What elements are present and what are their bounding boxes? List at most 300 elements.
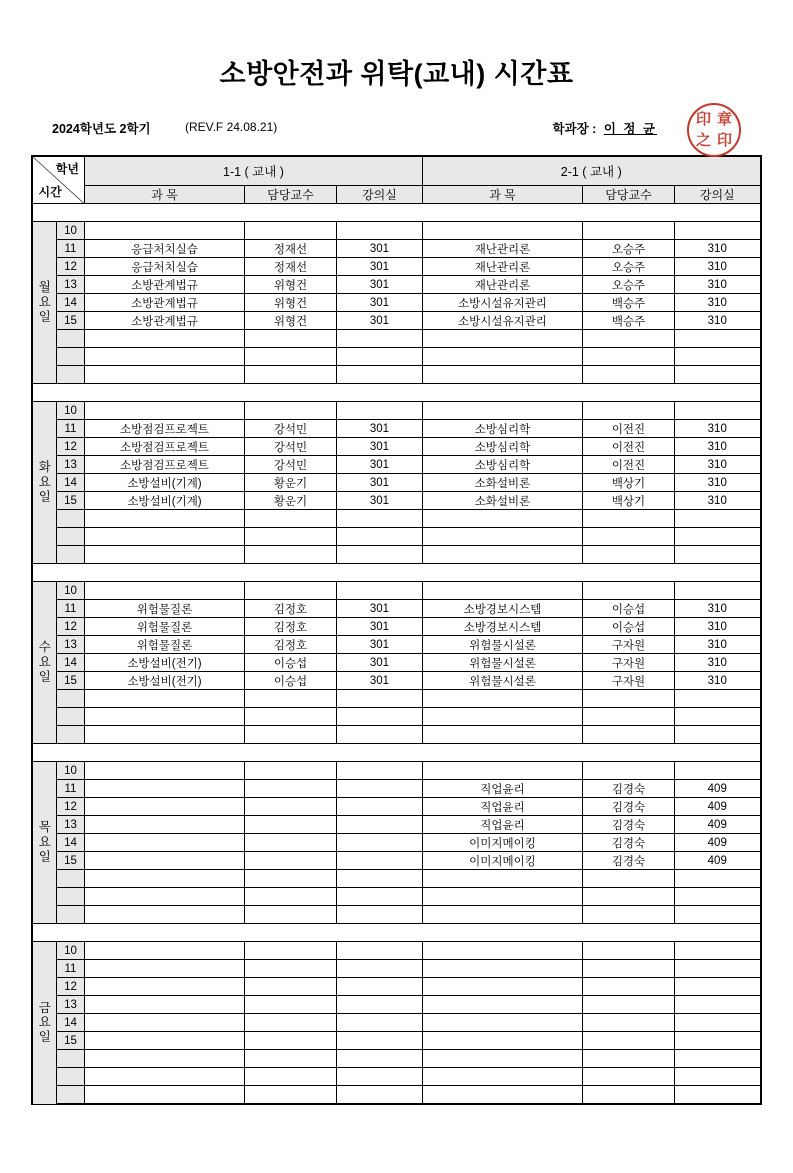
room-cell: [674, 1014, 760, 1032]
course-cell: [422, 546, 582, 564]
course-cell: [84, 402, 244, 420]
day-label-2: 화 요 일: [32, 402, 56, 564]
period-label: 12: [56, 438, 84, 456]
table-row: [32, 996, 760, 1014]
course-cell: [84, 330, 244, 348]
professor-cell: [582, 906, 674, 924]
course-cell: [84, 978, 244, 996]
day-label-3: 수 요 일: [32, 582, 56, 744]
day-label-1: 월 요 일: [32, 222, 56, 384]
professor-cell: [582, 1050, 674, 1068]
timetable: [31, 155, 761, 1105]
professor-cell: [244, 1050, 336, 1068]
room-cell: [674, 708, 760, 726]
period-label: 13: [56, 996, 84, 1014]
room-cell: [674, 510, 760, 528]
period-label: [56, 546, 84, 564]
course-cell: 위험물질론: [84, 600, 244, 618]
professor-cell: 황운기: [244, 492, 336, 510]
room-cell: 310: [674, 654, 760, 672]
room-cell: [336, 762, 422, 780]
period-label: 10: [56, 582, 84, 600]
seal-glyph-2: 章: [716, 110, 732, 128]
period-label: 11: [56, 600, 84, 618]
room-cell: [336, 708, 422, 726]
room-cell: [674, 870, 760, 888]
table-row: [32, 1014, 760, 1032]
room-cell: 310: [674, 600, 760, 618]
course-cell: [422, 222, 582, 240]
day-separator: [32, 564, 760, 582]
room-cell: 310: [674, 618, 760, 636]
course-cell: [422, 762, 582, 780]
room-cell: [674, 942, 760, 960]
room-cell: [336, 960, 422, 978]
room-cell: 310: [674, 294, 760, 312]
course-cell: 이미지메이킹: [422, 834, 582, 852]
course-cell: [84, 906, 244, 924]
course-cell: 소방설비(전기): [84, 672, 244, 690]
course-cell: [84, 510, 244, 528]
period-label: 12: [56, 978, 84, 996]
course-cell: [84, 762, 244, 780]
table-row: [32, 942, 760, 960]
room-cell: [336, 798, 422, 816]
table-row: [32, 1086, 760, 1105]
course-cell: 소방경보시스템: [422, 618, 582, 636]
period-label: 15: [56, 672, 84, 690]
professor-cell: [582, 546, 674, 564]
corner-label-time: 시간: [38, 185, 62, 199]
course-cell: [422, 1032, 582, 1050]
table-row: [32, 528, 760, 546]
course-cell: 응급처치실습: [84, 240, 244, 258]
room-cell: [336, 1086, 422, 1105]
professor-cell: 이전진: [582, 456, 674, 474]
professor-cell: [582, 1032, 674, 1050]
period-label: [56, 330, 84, 348]
room-cell: [674, 402, 760, 420]
course-cell: [84, 582, 244, 600]
professor-cell: [244, 870, 336, 888]
table-row: [32, 852, 760, 870]
group-header-1: 1-1 ( 교내 ): [84, 156, 422, 186]
period-label: 14: [56, 834, 84, 852]
room-cell: [674, 582, 760, 600]
course-cell: 소방관계법규: [84, 276, 244, 294]
professor-cell: 백상기: [582, 474, 674, 492]
table-row: [32, 546, 760, 564]
room-cell: [674, 1032, 760, 1050]
table-row: [32, 492, 760, 510]
term-label: 2024학년도 2학기: [52, 122, 151, 136]
professor-cell: [582, 222, 674, 240]
professor-cell: [582, 528, 674, 546]
table-row: [32, 600, 760, 618]
table-row: [32, 312, 760, 330]
course-cell: [84, 852, 244, 870]
table-row: [32, 888, 760, 906]
room-cell: [674, 1068, 760, 1086]
room-cell: 301: [336, 420, 422, 438]
course-cell: 소방관계법규: [84, 294, 244, 312]
professor-cell: [244, 960, 336, 978]
course-cell: 응급처치실습: [84, 258, 244, 276]
course-cell: [84, 222, 244, 240]
professor-cell: [244, 816, 336, 834]
professor-cell: 정재선: [244, 258, 336, 276]
course-cell: 소방설비(기계): [84, 492, 244, 510]
room-cell: [336, 582, 422, 600]
corner-label-year: 학년: [55, 162, 79, 176]
room-cell: [674, 996, 760, 1014]
room-cell: [674, 546, 760, 564]
course-cell: 위험물질론: [84, 636, 244, 654]
course-cell: 직업윤리: [422, 798, 582, 816]
professor-cell: 김경숙: [582, 852, 674, 870]
table-row: [32, 402, 760, 420]
period-label: [56, 1050, 84, 1068]
period-label: 11: [56, 240, 84, 258]
course-cell: [422, 726, 582, 744]
table-row: [32, 366, 760, 384]
period-label: 12: [56, 618, 84, 636]
day-separator: [32, 384, 760, 402]
course-cell: 소방설비(전기): [84, 654, 244, 672]
room-cell: [674, 1050, 760, 1068]
course-cell: [422, 708, 582, 726]
professor-cell: [244, 582, 336, 600]
table-row: [32, 456, 760, 474]
column-header-2-2: 담당교수: [582, 186, 674, 204]
course-cell: [84, 1014, 244, 1032]
table-row: [32, 726, 760, 744]
subheader-row: [0, 110, 793, 149]
professor-cell: 정재선: [244, 240, 336, 258]
period-label: 13: [56, 636, 84, 654]
professor-cell: [582, 762, 674, 780]
day-separator: [32, 204, 760, 222]
room-cell: [674, 888, 760, 906]
professor-cell: 김경숙: [582, 834, 674, 852]
course-cell: [84, 1032, 244, 1050]
course-cell: [84, 996, 244, 1014]
course-cell: [422, 942, 582, 960]
professor-cell: 이승섭: [582, 618, 674, 636]
period-label: 13: [56, 816, 84, 834]
professor-cell: [244, 222, 336, 240]
table-row: [32, 582, 760, 600]
room-cell: [336, 222, 422, 240]
course-cell: 재난관리론: [422, 240, 582, 258]
professor-cell: [582, 942, 674, 960]
room-cell: 301: [336, 240, 422, 258]
course-cell: 직업윤리: [422, 780, 582, 798]
period-label: [56, 708, 84, 726]
room-cell: 310: [674, 438, 760, 456]
professor-cell: [244, 1068, 336, 1086]
course-cell: 소방시설유지관리: [422, 312, 582, 330]
room-cell: [336, 1032, 422, 1050]
room-cell: 409: [674, 852, 760, 870]
table-row: [32, 438, 760, 456]
table-row: [32, 348, 760, 366]
period-label: 14: [56, 1014, 84, 1032]
course-cell: [422, 582, 582, 600]
room-cell: [674, 330, 760, 348]
day-label-5: 금 요 일: [32, 942, 56, 1105]
professor-cell: [244, 366, 336, 384]
table-row: [32, 240, 760, 258]
period-label: [56, 726, 84, 744]
period-label: 11: [56, 780, 84, 798]
course-cell: [422, 402, 582, 420]
course-cell: [84, 366, 244, 384]
professor-cell: [582, 348, 674, 366]
professor-cell: 오승주: [582, 240, 674, 258]
period-label: 10: [56, 762, 84, 780]
course-cell: [84, 708, 244, 726]
table-row: [32, 816, 760, 834]
room-cell: [674, 222, 760, 240]
course-cell: 소방심리학: [422, 438, 582, 456]
day-separator: [32, 744, 760, 762]
room-cell: [336, 402, 422, 420]
period-label: 15: [56, 852, 84, 870]
room-cell: [674, 1086, 760, 1105]
professor-cell: [582, 402, 674, 420]
period-label: [56, 366, 84, 384]
professor-cell: [244, 402, 336, 420]
table-row: [32, 690, 760, 708]
course-cell: [84, 726, 244, 744]
room-cell: [336, 510, 422, 528]
professor-cell: 이승섭: [582, 600, 674, 618]
professor-cell: [244, 690, 336, 708]
course-cell: [422, 1068, 582, 1086]
course-cell: 소방점검프로젝트: [84, 438, 244, 456]
room-cell: 301: [336, 294, 422, 312]
room-cell: 310: [674, 420, 760, 438]
room-cell: [674, 906, 760, 924]
period-label: 14: [56, 474, 84, 492]
table-row: [32, 978, 760, 996]
table-row: [32, 798, 760, 816]
room-cell: [336, 780, 422, 798]
revision-label: (REV.F 24.08.21): [185, 120, 278, 134]
room-cell: 409: [674, 816, 760, 834]
course-cell: [84, 528, 244, 546]
room-cell: [674, 978, 760, 996]
official-seal-icon: [687, 103, 741, 157]
course-cell: [84, 942, 244, 960]
course-cell: [84, 888, 244, 906]
professor-cell: [244, 708, 336, 726]
course-cell: [422, 1014, 582, 1032]
professor-cell: 김정호: [244, 618, 336, 636]
professor-cell: [582, 888, 674, 906]
course-cell: 소방심리학: [422, 420, 582, 438]
course-cell: [84, 1050, 244, 1068]
room-cell: 409: [674, 780, 760, 798]
room-cell: [674, 762, 760, 780]
professor-cell: [244, 798, 336, 816]
table-row: [32, 960, 760, 978]
professor-cell: 김경숙: [582, 816, 674, 834]
course-cell: 위험물시설론: [422, 672, 582, 690]
course-cell: [84, 780, 244, 798]
professor-cell: [582, 582, 674, 600]
period-label: 10: [56, 402, 84, 420]
department-head-label: 학과장 :: [552, 122, 597, 136]
room-cell: [336, 978, 422, 996]
professor-cell: [582, 870, 674, 888]
period-label: [56, 510, 84, 528]
room-cell: 310: [674, 258, 760, 276]
room-cell: 301: [336, 276, 422, 294]
professor-cell: 구자원: [582, 654, 674, 672]
room-cell: [674, 690, 760, 708]
professor-cell: [582, 1086, 674, 1105]
professor-cell: 구자원: [582, 636, 674, 654]
period-label: [56, 870, 84, 888]
period-label: [56, 348, 84, 366]
period-label: 15: [56, 312, 84, 330]
table-row: [32, 636, 760, 654]
room-cell: [674, 366, 760, 384]
room-cell: [336, 1014, 422, 1032]
course-cell: 소방점검프로젝트: [84, 420, 244, 438]
professor-cell: [244, 978, 336, 996]
professor-cell: [582, 690, 674, 708]
professor-cell: 구자원: [582, 672, 674, 690]
column-header-1-3: 강의실: [336, 186, 422, 204]
course-cell: [422, 348, 582, 366]
room-cell: [336, 726, 422, 744]
room-cell: [674, 528, 760, 546]
professor-cell: [582, 330, 674, 348]
course-cell: 소방심리학: [422, 456, 582, 474]
column-header-1-2: 담당교수: [244, 186, 336, 204]
table-row: [32, 870, 760, 888]
professor-cell: [244, 546, 336, 564]
period-label: 13: [56, 456, 84, 474]
room-cell: 301: [336, 654, 422, 672]
room-cell: 409: [674, 798, 760, 816]
professor-cell: 김정호: [244, 636, 336, 654]
period-label: 14: [56, 654, 84, 672]
page-title: 소방안전과 위탁(교내) 시간표: [219, 59, 574, 89]
table-row: [32, 1050, 760, 1068]
course-cell: 소화설비론: [422, 492, 582, 510]
course-cell: [422, 366, 582, 384]
course-cell: 위험물시설론: [422, 636, 582, 654]
course-cell: 위험물질론: [84, 618, 244, 636]
table-row: [32, 420, 760, 438]
course-cell: 소방경보시스템: [422, 600, 582, 618]
professor-cell: [244, 1032, 336, 1050]
course-cell: 재난관리론: [422, 258, 582, 276]
table-row: [32, 762, 760, 780]
timetable-page: [0, 52, 793, 1173]
room-cell: [674, 348, 760, 366]
room-cell: [674, 960, 760, 978]
professor-cell: 이승섭: [244, 672, 336, 690]
column-header-1-1: 과 목: [84, 186, 244, 204]
period-label: 12: [56, 258, 84, 276]
period-label: 15: [56, 492, 84, 510]
professor-cell: 위형건: [244, 294, 336, 312]
seal-glyph-1: 印: [695, 110, 711, 128]
professor-cell: [244, 888, 336, 906]
room-cell: [336, 870, 422, 888]
professor-cell: 백승주: [582, 312, 674, 330]
course-cell: [422, 330, 582, 348]
professor-cell: 위형건: [244, 312, 336, 330]
professor-cell: [244, 834, 336, 852]
table-row: [32, 672, 760, 690]
course-cell: [84, 816, 244, 834]
period-label: [56, 888, 84, 906]
professor-cell: [582, 978, 674, 996]
room-cell: [336, 834, 422, 852]
course-cell: 재난관리론: [422, 276, 582, 294]
room-cell: 409: [674, 834, 760, 852]
professor-cell: 황운기: [244, 474, 336, 492]
course-cell: [84, 1086, 244, 1105]
professor-cell: 이승섭: [244, 654, 336, 672]
table-row: [32, 780, 760, 798]
professor-cell: [582, 510, 674, 528]
professor-cell: [244, 528, 336, 546]
table-row: [32, 618, 760, 636]
course-cell: [422, 960, 582, 978]
room-cell: 301: [336, 672, 422, 690]
table-row: [32, 474, 760, 492]
professor-cell: [244, 348, 336, 366]
course-cell: [422, 996, 582, 1014]
room-cell: [336, 690, 422, 708]
course-cell: 소방설비(기계): [84, 474, 244, 492]
room-cell: 301: [336, 492, 422, 510]
table-row: [32, 510, 760, 528]
professor-cell: 이전진: [582, 438, 674, 456]
period-label: 12: [56, 798, 84, 816]
table-row: [32, 276, 760, 294]
period-label: 11: [56, 420, 84, 438]
course-cell: 소방점검프로젝트: [84, 456, 244, 474]
professor-cell: [582, 960, 674, 978]
period-label: [56, 906, 84, 924]
professor-cell: 백상기: [582, 492, 674, 510]
room-cell: 310: [674, 492, 760, 510]
professor-cell: [244, 942, 336, 960]
room-cell: [674, 726, 760, 744]
room-cell: 310: [674, 474, 760, 492]
professor-cell: [244, 1086, 336, 1105]
room-cell: 310: [674, 636, 760, 654]
room-cell: 310: [674, 312, 760, 330]
professor-cell: 백승주: [582, 294, 674, 312]
professor-cell: 김경숙: [582, 780, 674, 798]
room-cell: [336, 888, 422, 906]
course-cell: 이미지메이킹: [422, 852, 582, 870]
room-cell: [336, 348, 422, 366]
course-cell: [422, 978, 582, 996]
professor-cell: [244, 510, 336, 528]
professor-cell: 김경숙: [582, 798, 674, 816]
room-cell: [336, 906, 422, 924]
